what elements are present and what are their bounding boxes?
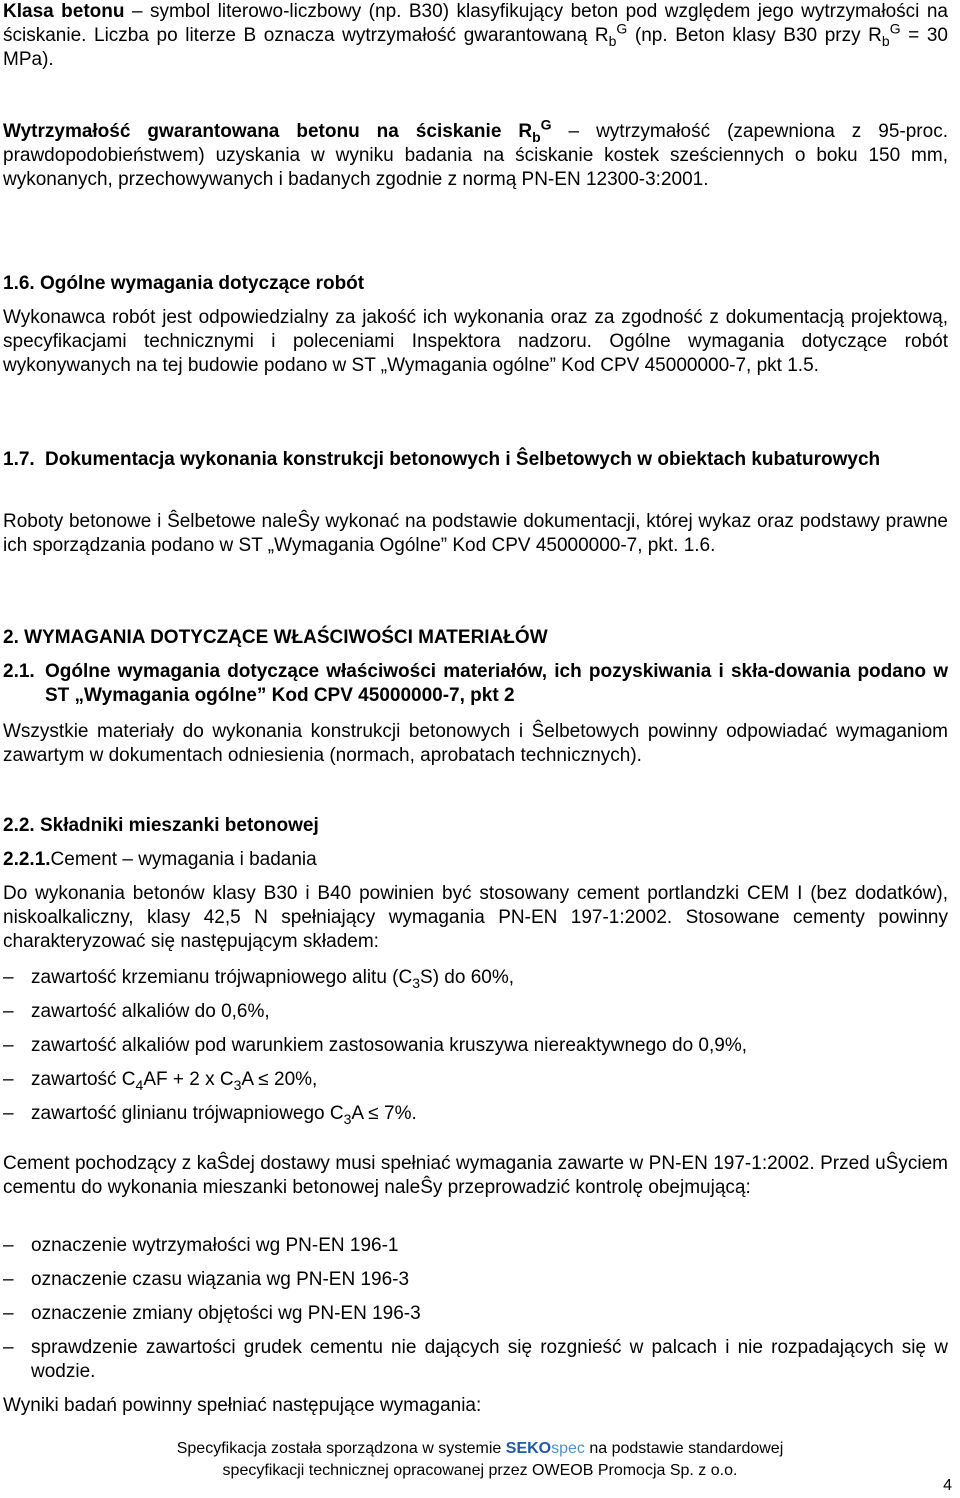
list-item: – zawartość alkaliów pod warunkiem zastosowania kruszywa niereaktywnego do 0,9%, [3,1035,748,1056]
list-item: – zawartość alkaliów do 0,6%, [3,1001,270,1022]
page-footer [0,1438,960,1482]
list-item: – oznaczenie czasu wiązania wg PN-EN 196-3 [3,1269,410,1290]
paragraph-1-7: Roboty betonowe i Ŝelbetowe naleŜy wykonać na podstawie dokumentacji, której wykaz oraz podstawy prawne ich sporządzania podano w ST „Wymagania Ogólne” Kod CPV 45000000-7, pkt. 1.6. [3,511,948,556]
heading-2-2-1: 2.2.1.Cement – wymagania i badania [3,849,317,870]
paragraph-2-1: Wszystkie materiały do wykonania konstrukcji betonowych i Ŝelbetowych powinny odpowiadać wymaganiom zawartym w dokumentach odniesienia (normach, aprobatach technicznych). [3,721,948,766]
term-wytrzymalosc: Wytrzymałość gwarantowana betonu na ściskanie R [3,121,533,142]
cement-control-list [3,1234,948,1384]
cement-composition-list [3,966,948,1136]
heading-2-1: 2.1. Ogólne wymagania dotyczące właściwości materiałów, ich pozyskiwania i skła-dowania podano w ST „Wymagania ogólne” Kod CPV 45000000-7, pkt 2 [3,661,948,706]
list-item: – oznaczenie zmiany objętości wg PN-EN 196-3 [3,1303,421,1324]
heading-1-7: 1.7. Dokumentacja wykonania konstrukcji betonowych i Ŝelbetowych w obiektach kubaturowych [3,449,881,470]
paragraph-klasa-betonu: Klasa betonu – symbol literowo-liczbowy (np. B30) klasyfikujący beton pod względem jego wytrzymałości na ściskanie. Liczba po literze B oznacza wytrzymałość gwarantowaną $R_b^G$ (np. Beton klasy B30 przy $R_b^G = 30$ MPa). [3,1,948,70]
list-item: – sprawdzenie zawartości grudek cementu nie dających się rozgnieść w palcach i nie rozpadających się w wodzie. [3,1337,948,1382]
paragraph-wyniki: Wyniki badań powinny spełniać następujące wymagania: [3,1395,482,1416]
heading-1-6: 1.6. Ogólne wymagania dotyczące robót [3,273,365,294]
page-number: 4 [943,1477,952,1494]
heading-2-2: 2.2. Składniki mieszanki betonowej [3,815,319,836]
heading-2: 2. WYMAGANIA DOTYCZĄCE WŁAŚCIWOŚCI MATERIAŁÓW [3,627,548,648]
term-klasa-betonu: Klasa betonu [3,1,125,22]
paragraph-wytrzymalosc-gwarantowana: Wytrzymałość gwarantowana betonu na ściskanie $R_b^G$ – wytrzymałość (zapewniona z 95-proc. prawdopodobieństwem) uzyskania w wyniku badania na ściskanie kostek sześciennych o boku 150 mm, wykonanych, przechowywanych i badanych zgodnie z normą PN-EN 12300-3:2001. [3,116,948,190]
footer-line-1: Specyfikacja została sporządzona w systemie SEKOspec na podstawie standardowej [176,1440,784,1457]
paragraph-1-6: Wykonawca robót jest odpowiedzialny za jakość ich wykonania oraz za zgodność z dokumentacją projektową, specyfikacjami technicznymi i poleceniami Inspektora nadzoru. Ogólne wymagania dotyczące robót wykonywanych na tej budowie podano w ST „Wymagania ogólne” Kod CPV 45000000-7, pkt 1.5. [3,307,948,376]
paragraph-cement: Do wykonania betonów klasy B30 i B40 powinien być stosowany cement portlandzki CEM I (bez dodatków), niskoalkaliczny, klasy 42,5 N spełniający wymagania PN-EN 197-1:2002. Stosowane cementy powinny charakteryzować się następującym składem: [3,883,948,952]
footer-line-2: specyfikacji technicznej opracowanej przez OWEOB Promocja Sp. z o.o. [222,1462,738,1479]
paragraph-cement-control: Cement pochodzący z kaŜdej dostawy musi spełniać wymagania zawarte w PN-EN 197-1:2002. Przed uŜyciem cementu do wykonania mieszanki betonowej naleŜy przeprowadzić kontrolę obejmującą: [3,1153,948,1198]
list-item: – zawartość krzemianu trójwapniowego alitu $(C_3S)$ do 60%, [3,967,515,991]
list-item: – zawartość $C_4AF + 2$ x $C_3A \le 20\%$, [3,1069,318,1093]
list-item: – zawartość glinianu trójwapniowego $C_3A \le 7\%$. [3,1103,417,1127]
list-item: – oznaczenie wytrzymałości wg PN-EN 196-1 [3,1235,399,1256]
sekospec-logo: SEKO [505,1440,552,1457]
